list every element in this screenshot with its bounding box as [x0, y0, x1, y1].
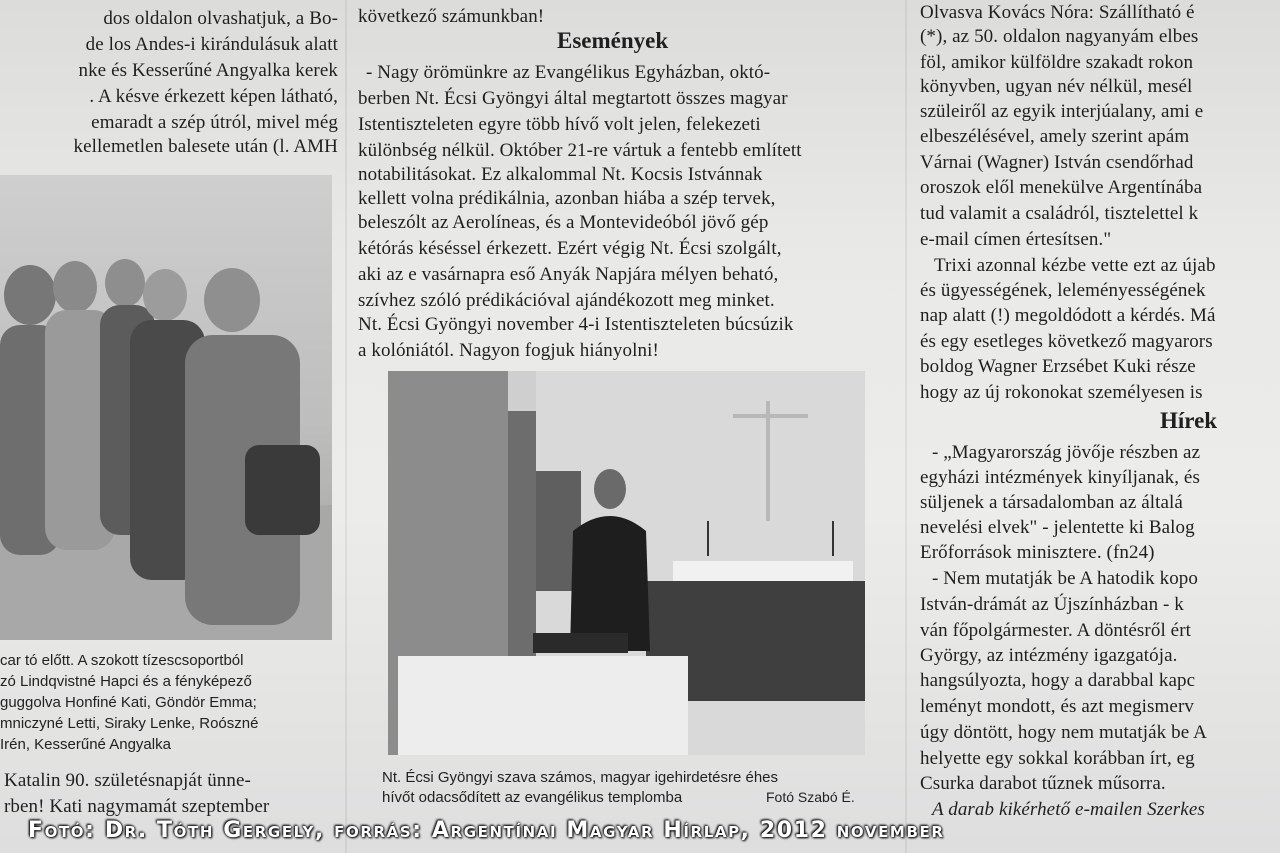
- column-fold: [345, 0, 347, 853]
- article-line: berben Nt. Écsi Gyöngyi által megtartott összes magyar: [358, 88, 788, 109]
- photo-caption-line: Irén, Kesserűné Angyalka: [0, 736, 171, 753]
- article-line: Katalin 90. születésnapját ünne-: [4, 770, 251, 791]
- left-column: [0, 0, 338, 853]
- article-line: emaradt a szép útról, mivel még: [91, 112, 338, 133]
- section-heading-hirek: Hírek: [1160, 408, 1218, 433]
- photo-caption-line: mniczyné Letti, Siraky Lenke, Roószné: [0, 715, 259, 732]
- article-line: György, az intézmény igazgatója.: [920, 645, 1178, 666]
- article-line: - „Magyarország jövője részben az: [932, 442, 1201, 463]
- section-heading-esemenyek: Események: [557, 28, 669, 53]
- article-line: következő számunkban!: [358, 6, 545, 27]
- church-photo: [388, 371, 865, 755]
- article-line: föl, amikor külföldre szakadt rokon: [920, 52, 1194, 73]
- article-line: kellemetlen balesete után (l. AMH: [73, 136, 338, 157]
- article-line: beleszólt az Aerolíneas, és a Montevideóból jövő gép: [358, 212, 769, 233]
- article-line: boldog Wagner Erzsébet Kuki része: [920, 356, 1196, 377]
- article-line: Trixi azonnal kézbe vette ezt az újab: [934, 255, 1216, 276]
- article-line: hogy az új rokonokat személyesen is: [920, 382, 1203, 403]
- right-column: [916, 0, 1280, 853]
- article-line: és egy esetleges következő magyarors: [920, 331, 1213, 352]
- article-line: nke és Kesserűné Angyalka kerek: [78, 60, 338, 81]
- article-line: Várnai (Wagner) István csendőrhad: [920, 152, 1194, 173]
- article-line: ván főpolgármester. A döntésről ért: [920, 620, 1192, 641]
- article-line: tud valamit a családról, tisztelettel k: [920, 203, 1199, 224]
- church-photo-caption: hívőt odacsődített az evangélikus templomba: [382, 789, 683, 806]
- article-line: leményt mondott, és azt megismerv: [920, 696, 1194, 717]
- article-line: szívhez szóló prédikációval ajándékozott meg minket.: [358, 290, 775, 311]
- photo-caption-line: car tó előtt. A szokott tízescsoportból: [0, 652, 244, 669]
- article-line: a kolóniától. Nagyon fogjuk hiányolni!: [358, 340, 659, 361]
- group-photo-illustration: [0, 175, 332, 640]
- photo-credit-watermark: Fotó: Dr. Tóth Gergely, forrás: Argentínai Magyar Hírlap, 2012 november: [28, 818, 945, 843]
- article-line: úgy döntött, hogy nem mutatják be A: [920, 722, 1207, 743]
- photo-caption-line: guggolva Honfiné Kati, Göndör Emma;: [0, 694, 257, 711]
- article-line: . A késve érkezett képen látható,: [89, 86, 338, 107]
- article-line: Olvasva Kovács Nóra: Szállítható é: [920, 2, 1195, 23]
- middle-column: [352, 0, 900, 853]
- church-photo-illustration: [388, 371, 865, 755]
- group-photo: [0, 175, 332, 640]
- article-line: szüleiről az egyik interjúalany, ami e: [920, 101, 1204, 122]
- column-fold: [905, 0, 907, 853]
- article-line: de los Andes-i kirándulásuk alatt: [85, 34, 338, 55]
- article-line: kellett volna prédikálnia, azonban hiába a szép tervek,: [358, 188, 776, 209]
- article-line: könyvben, ugyan név nélkül, mesél: [920, 76, 1193, 97]
- photo-caption-line: zó Lindqvistné Hapci és a fényképező: [0, 673, 252, 690]
- article-line: nevelési elvek" - jelentette ki Balog: [920, 517, 1195, 538]
- article-line: kétórás késéssel érkezett. Ezért végig Nt. Écsi szolgált,: [358, 238, 782, 259]
- article-line: egyházi intézmények kinyíljanak, és: [920, 467, 1200, 488]
- article-line: nap alatt (!) megoldódott a kérdés. Má: [920, 305, 1216, 326]
- church-photo-caption: Nt. Écsi Gyöngyi szava számos, magyar igehirdetésre éhes: [382, 769, 778, 786]
- article-line: - Nem mutatják be A hatodik kopo: [932, 568, 1198, 589]
- photo-credit: Fotó Szabó É.: [766, 789, 855, 805]
- article-line: rben! Kati nagymamát szeptember: [4, 796, 270, 817]
- article-line: és ügyességének, leleményességének: [920, 280, 1206, 301]
- article-line: helyette egy sokkal korábban írt, eg: [920, 748, 1195, 769]
- article-line: különbség nélkül. Október 21-re vártuk a fentebb említett: [358, 140, 802, 161]
- article-line: Erőforrások minisztere. (fn24): [920, 542, 1155, 563]
- article-line: notabilitásokat. Ez alkalommal Nt. Kocsis Istvánnak: [358, 164, 763, 185]
- article-line: Istentiszteleten egyre több hívő volt jelen, felekezeti: [358, 114, 761, 135]
- article-line: hangsúlyozta, hogy a darabbal kapc: [920, 670, 1196, 691]
- article-line: elbeszélésével, amely szerint apám: [920, 126, 1190, 147]
- article-line: oroszok elől menekülve Argentínába: [920, 177, 1203, 198]
- article-line: - Nagy örömünkre az Evangélikus Egyházban, októ-: [366, 62, 771, 83]
- article-line: aki az e vasárnapra eső Anyák Napjára mélyen beható,: [358, 264, 779, 285]
- article-line: e-mail címen értesítsen.": [920, 229, 1112, 250]
- article-line: süljenek a társadalomban az általá: [920, 492, 1183, 513]
- article-line: Csurka darabot tűznek műsorra.: [920, 773, 1166, 794]
- article-line: István-drámát az Újszínházban - k: [920, 594, 1184, 615]
- article-line: A darab kikérhető e-mailen Szerkes: [932, 799, 1205, 820]
- article-line: Nt. Écsi Gyöngyi november 4-i Istentiszteleten búcsúzik: [358, 314, 794, 335]
- article-line: (*), az 50. oldalon nagyanyám elbes: [920, 26, 1199, 47]
- article-line: dos oldalon olvashatjuk, a Bo-: [103, 8, 338, 29]
